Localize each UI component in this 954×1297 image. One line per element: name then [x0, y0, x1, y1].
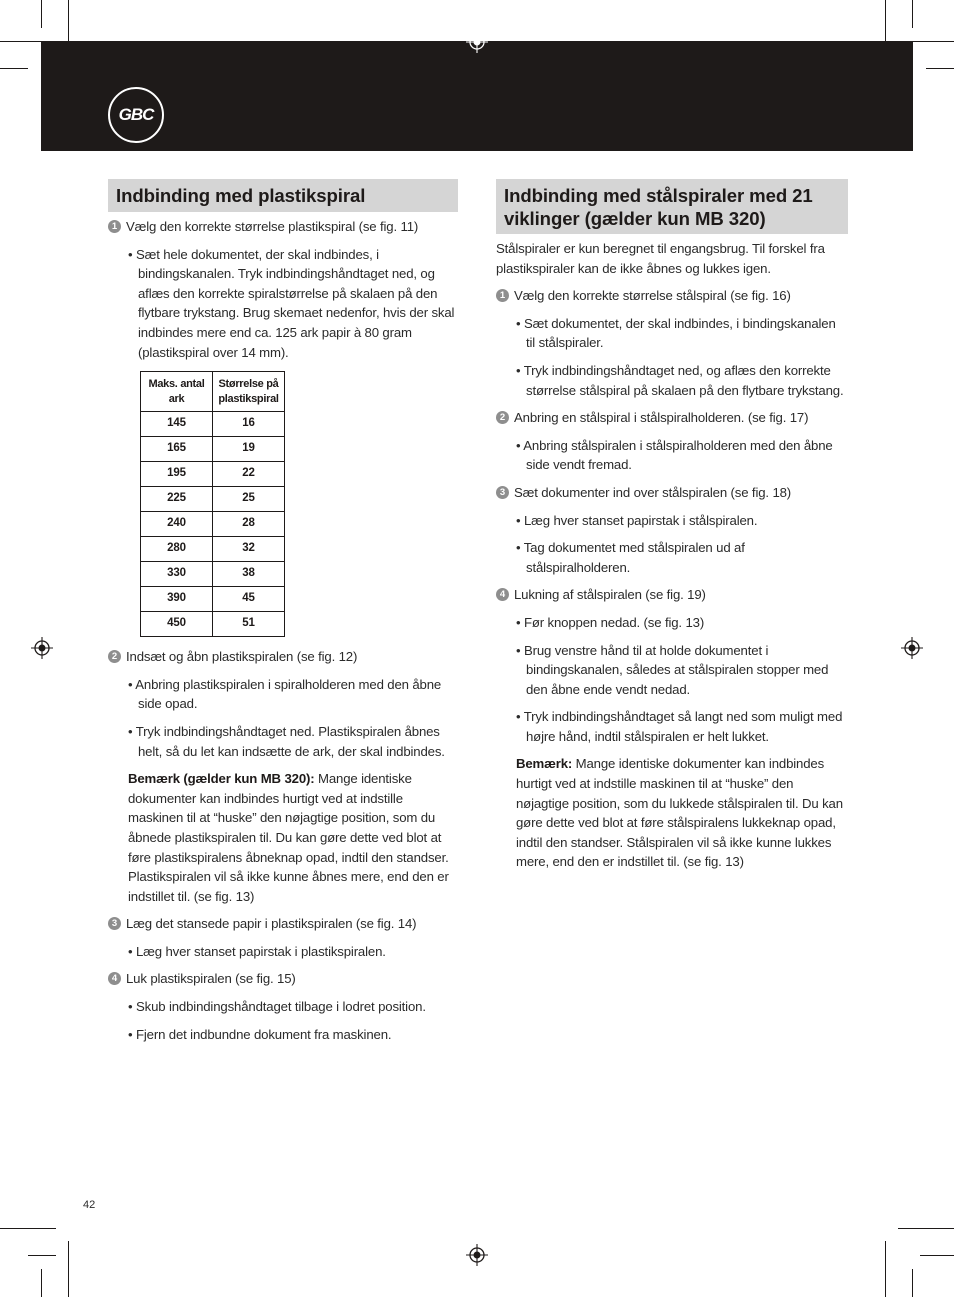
note-label: Bemærk:	[516, 756, 573, 772]
step-number: 1	[108, 220, 121, 233]
table-cell: 45	[213, 587, 285, 612]
note-paragraph	[516, 754, 848, 872]
bullet-item: • Tryk indbindingshåndtaget ned. Plastikspiralen åbnes helt, så du let kan indsætte de ark, der skal indbindes.	[128, 723, 445, 759]
table-cell: 51	[213, 612, 285, 637]
step-text: Vælg den korrekte størrelse stålspiral (se fig. 16)	[514, 288, 791, 304]
step-text: Luk plastikspiralen (se fig. 15)	[126, 971, 296, 987]
note-label: Bemærk (gælder kun MB 320):	[128, 771, 315, 787]
note-paragraph	[128, 769, 458, 906]
crop-mark	[68, 1241, 69, 1297]
table-cell: 195	[141, 462, 213, 487]
step-3	[496, 483, 848, 503]
left-column	[108, 179, 458, 1044]
header-band	[41, 41, 913, 151]
step-1	[496, 286, 848, 306]
step-text: Sæt dokumenter ind over stålspiralen (se fig. 18)	[514, 484, 792, 500]
crop-mark	[28, 1255, 56, 1256]
bullet-item: • Tag dokumentet med stålspiralen ud af stålspiralholderen.	[516, 540, 745, 575]
table-row	[141, 487, 285, 512]
step-number: 1	[496, 289, 509, 302]
bullet-item: • Brug venstre hånd til at holde dokumentet i bindingskanalen, således at stålspiralen stopper med den åbne ende vendt nedad.	[516, 642, 829, 697]
section-title-steel-spiral: Indbinding med stålspiraler med 21 viklinger (gælder kun MB 320)	[496, 179, 848, 234]
table-cell: 28	[213, 512, 285, 537]
step-4	[108, 969, 458, 989]
table-cell: 145	[141, 412, 213, 437]
crop-mark	[898, 1228, 954, 1229]
registration-mark-icon	[466, 1244, 488, 1266]
bullet-item: • Fjern det indbundne dokument fra maskinen.	[128, 1026, 392, 1042]
table-row	[141, 537, 285, 562]
step-number: 4	[108, 972, 121, 985]
crop-mark	[885, 1241, 886, 1297]
registration-mark-icon	[466, 31, 488, 53]
table-cell: 16	[213, 412, 285, 437]
table-cell: 19	[213, 437, 285, 462]
step-3	[108, 914, 458, 934]
table-cell: 240	[141, 512, 213, 537]
crop-mark	[912, 1269, 913, 1297]
spiral-size-table	[140, 371, 285, 637]
step-2	[108, 647, 458, 667]
table-cell: 32	[213, 537, 285, 562]
crop-mark	[41, 0, 42, 28]
table-cell: 390	[141, 587, 213, 612]
table-header-row	[141, 372, 285, 412]
intro-text: Stålspiraler er kun beregnet til engangsbrug. Til forskel fra plastikspiraler kan de ikke åbnes og lukkes igen.	[496, 241, 825, 276]
note-text: Mange identiske dokumenter kan indbindes hurtigt ved at indstille maskinen til at “huske” den nøjagtige position, som du åbnede plastikspiralen til. Du kan gøre dette ved blot at føre plastikspiralens åbneknap opad, indtil den standser. Plastikspiralen vil så ikke kunne åbnes mere, end den er indstillet til. (se fig. 13)	[128, 771, 449, 904]
note-text: Mange identiske dokumenter kan indbindes hurtigt ved at indstille maskinen til at “huske” den nøjagtige position, som du lukkede stålspiralen til. Du kan gøre dette ved blot at føre stålspiralens lukkeknap opad, indtil den standser. Stålspiralen vil så ikke kunne lukkes mere, end den er indstillet til. (se fig. 13)	[516, 756, 843, 870]
crop-mark	[41, 1269, 42, 1297]
registration-mark-icon	[901, 637, 923, 659]
section-title-plastic-spiral: Indbinding med plastikspiral	[108, 179, 458, 212]
table-cell: 330	[141, 562, 213, 587]
bullet-item: • Tryk indbindingshåndtaget ned, og aflæs den korrekte størrelse stålspiral på skalaen på den flytbare trykstang.	[516, 362, 844, 398]
crop-mark	[0, 1228, 56, 1229]
table-cell: 165	[141, 437, 213, 462]
bullet-item: • Tryk indbindingshåndtaget så langt ned som muligt med højre hånd, indtil stålspiralen er helt lukket.	[516, 709, 843, 744]
table-row	[141, 412, 285, 437]
step-text: Anbring en stålspiral i stålspiralholderen. (se fig. 17)	[514, 410, 809, 426]
table-row	[141, 512, 285, 537]
bullet-item: • Læg hver stanset papirstak i plastikspiralen.	[128, 943, 386, 959]
table-cell: 38	[213, 562, 285, 587]
bullet-item: • Sæt dokumentet, der skal indbindes, i bindingskanalen til stålspiraler.	[516, 315, 836, 351]
crop-mark	[912, 0, 913, 28]
bullet-item: • Sæt hele dokumentet, der skal indbindes, i bindingskanalen. Tryk indbindingshåndtaget ned, og aflæs den korrekte spiralstørrelse på skalaen på den flytbare trykstang. Brug skemaet nedenfor, hvis der skal indbindes mere end ca. 125 ark papir à 80 gram (plastikspiral over 14 mm).	[128, 246, 455, 360]
table-row	[141, 612, 285, 637]
step-number: 3	[108, 917, 121, 930]
column-header: Maks. antal ark	[141, 372, 213, 412]
step-number: 4	[496, 588, 509, 601]
table-row	[141, 462, 285, 487]
registration-mark-icon	[31, 637, 53, 659]
bullet-item: • Skub indbindingshåndtaget tilbage i lodret position.	[128, 999, 426, 1015]
right-column	[496, 179, 848, 872]
step-number: 2	[496, 411, 509, 424]
gbc-logo	[108, 87, 164, 143]
table-cell: 25	[213, 487, 285, 512]
step-text: Indsæt og åbn plastikspiralen (se fig. 12)	[126, 649, 358, 665]
column-header: Størrelse på plastikspiral	[213, 372, 285, 412]
step-1	[108, 217, 458, 237]
step-4	[496, 585, 848, 605]
step-2	[496, 408, 848, 428]
bullet-item: • Anbring stålspiralen i stålspiralholderen med den åbne side vendt fremad.	[516, 437, 833, 473]
step-text: Læg det stansede papir i plastikspiralen (se fig. 14)	[126, 916, 417, 932]
crop-mark	[920, 1255, 954, 1256]
step-text: Vælg den korrekte størrelse plastikspiral (se fig. 11)	[126, 219, 419, 234]
bullet-item: • Læg hver stanset papirstak i stålspiralen.	[516, 512, 758, 528]
table-cell: 225	[141, 487, 213, 512]
table-cell: 450	[141, 612, 213, 637]
table-row	[141, 437, 285, 462]
step-text: Lukning af stålspiralen (se fig. 19)	[514, 587, 706, 603]
crop-mark	[0, 68, 28, 69]
bullet-item: • Anbring plastikspiralen i spiralholderen med den åbne side opad.	[128, 676, 442, 712]
step-number: 3	[496, 486, 509, 499]
crop-mark	[926, 68, 954, 69]
table-row	[141, 562, 285, 587]
page-number: 42	[83, 1199, 96, 1211]
table-cell: 280	[141, 537, 213, 562]
table-cell: 22	[213, 462, 285, 487]
table-row	[141, 587, 285, 612]
step-number: 2	[108, 650, 121, 663]
bullet-item: • Før knoppen nedad. (se fig. 13)	[516, 614, 705, 630]
logo-text: GBC	[118, 105, 154, 124]
